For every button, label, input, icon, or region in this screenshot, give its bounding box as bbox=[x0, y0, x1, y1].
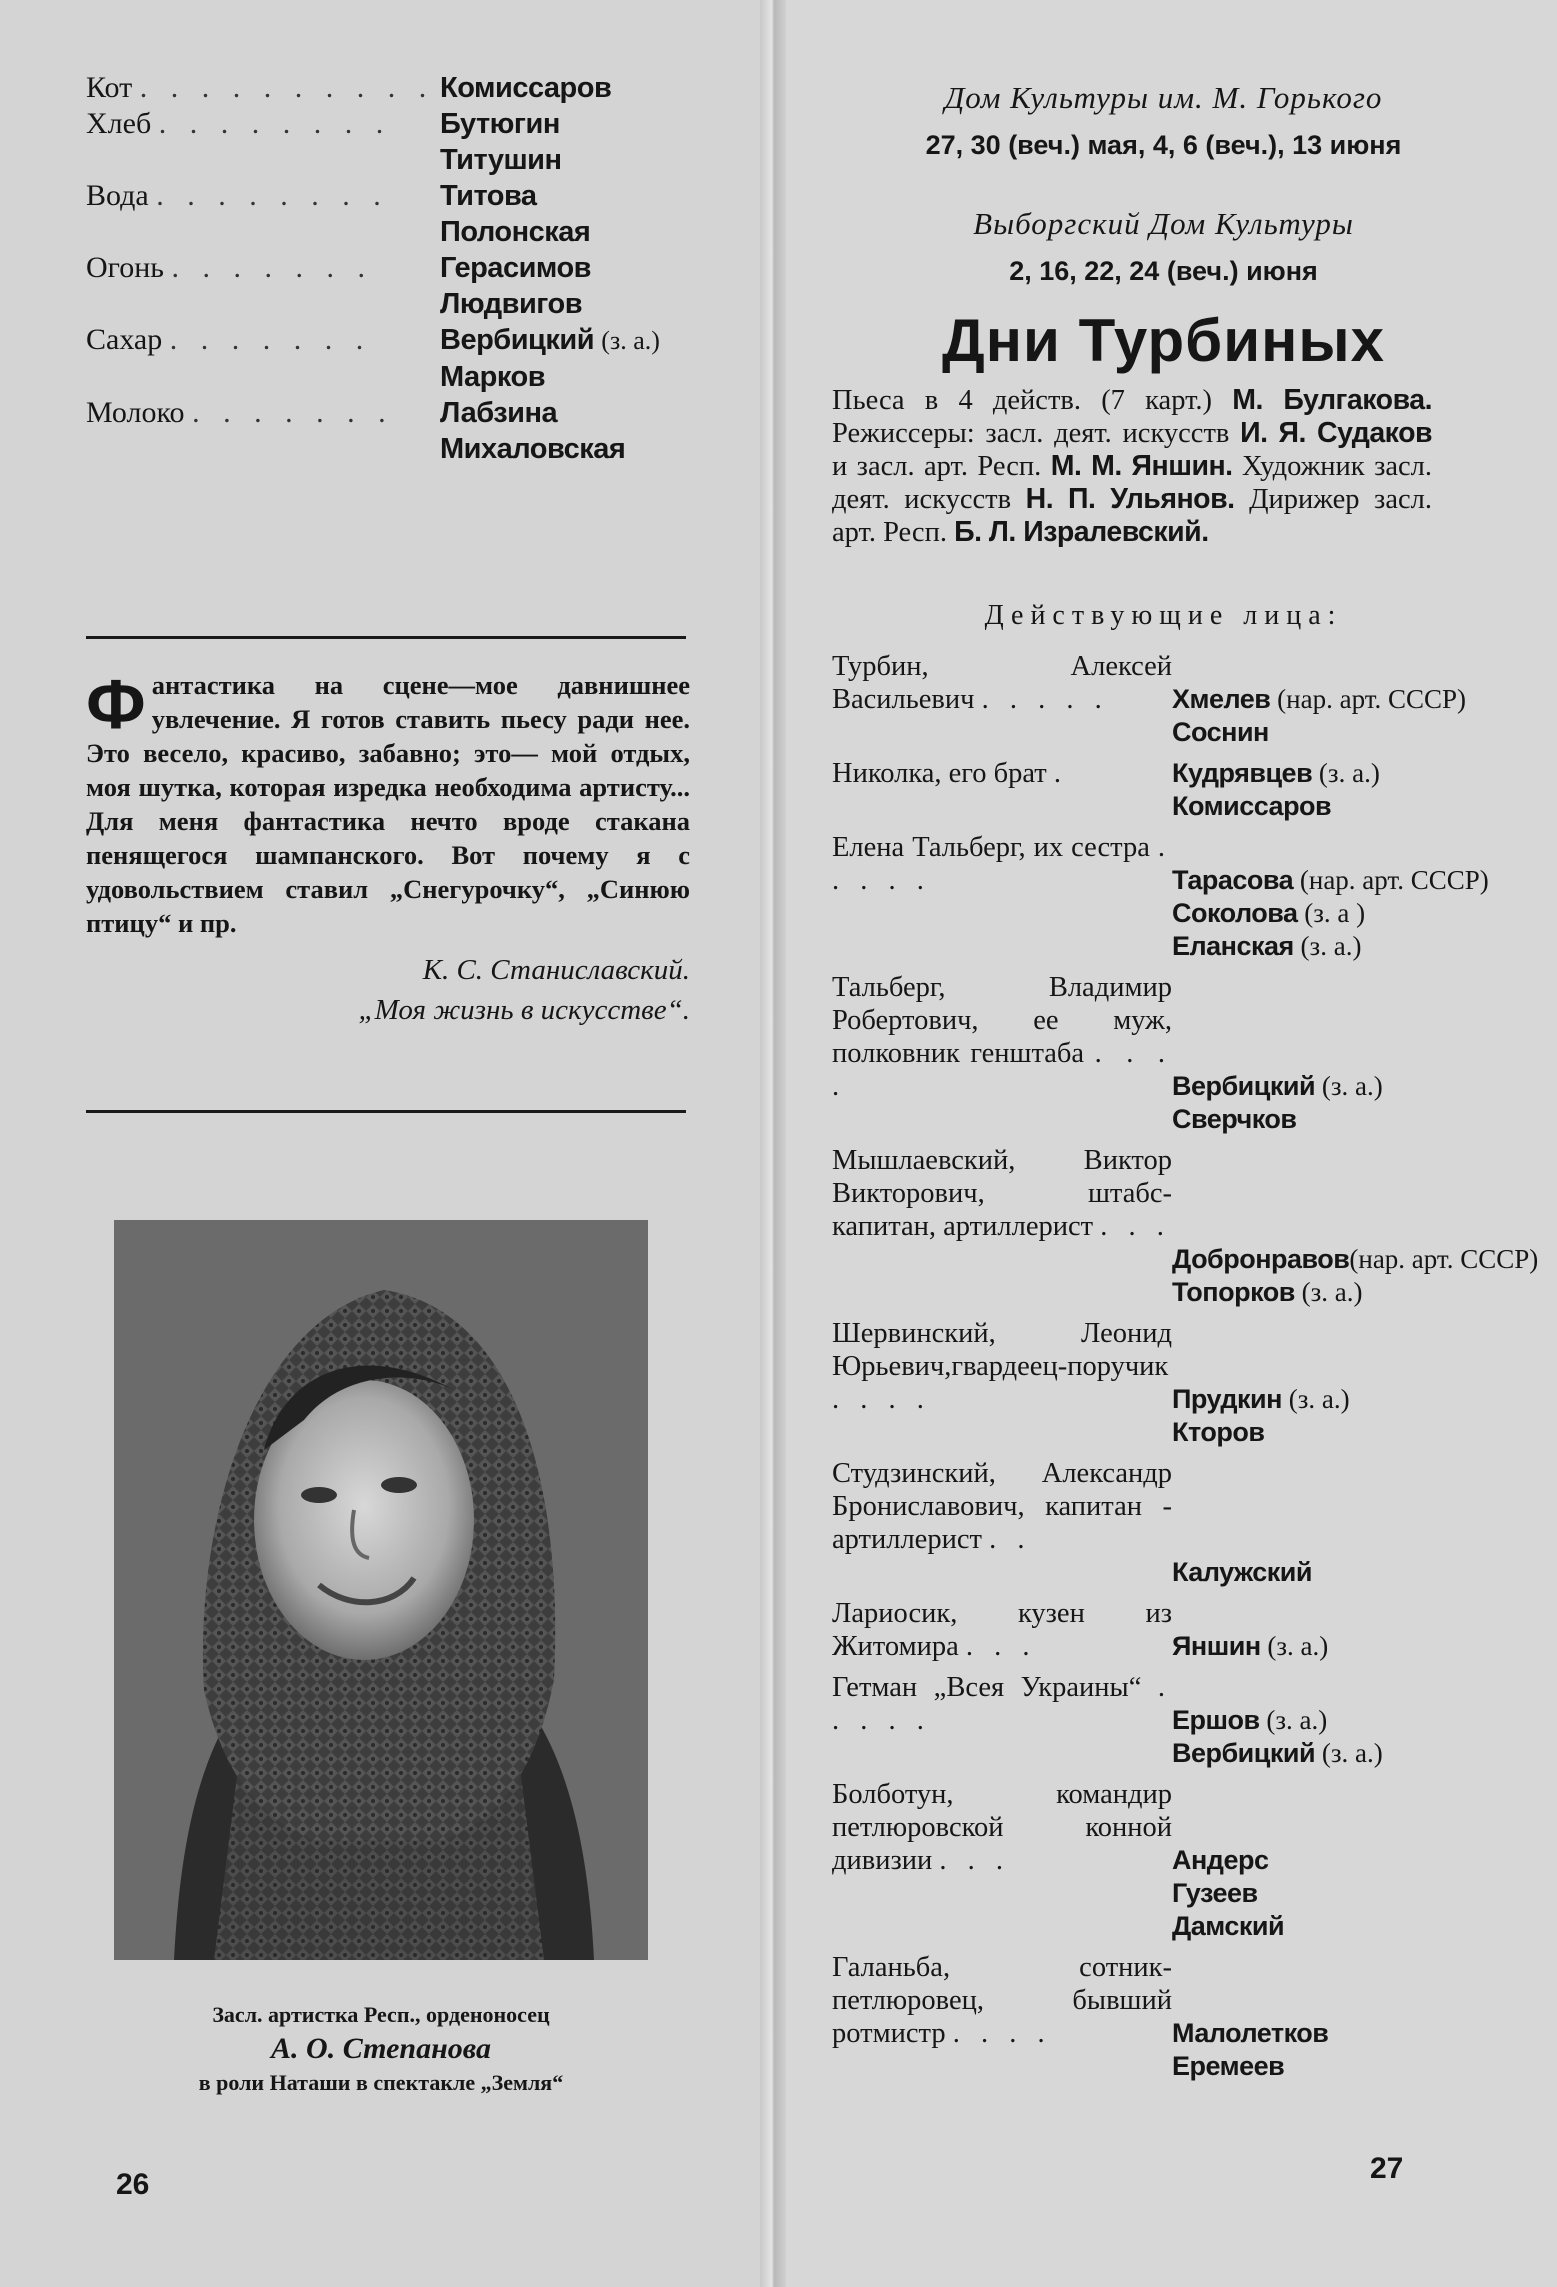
cast-row bbox=[86, 70, 686, 106]
credits-text: Дирижер засл. арт. Респ. bbox=[832, 484, 1432, 548]
play-credits bbox=[832, 384, 1432, 549]
leader-dots: . . . . . . . bbox=[169, 323, 372, 356]
actor-title: (з. а ) bbox=[1297, 898, 1366, 928]
actor-title: (з. а.) bbox=[1315, 1738, 1383, 1768]
actor-name: Вербицкий bbox=[1172, 1071, 1316, 1101]
actor-name: Вербицкий bbox=[1172, 1738, 1316, 1768]
caption-title: Засл. артистка Респ., орденоносец bbox=[212, 2002, 550, 2027]
credits-author: М. Булгакова. bbox=[1232, 384, 1432, 416]
cast-row bbox=[832, 1144, 1539, 1309]
cast-row bbox=[86, 322, 686, 395]
actor-name: Сверчков bbox=[1172, 1104, 1297, 1134]
play-title: Дни Турбиных bbox=[942, 307, 1385, 374]
role-name: Болботун, командир петлюровской конной дивизии bbox=[832, 1779, 1172, 1876]
role-name: Гетман „Всея Украины“ bbox=[832, 1672, 1142, 1703]
role-name: Шервинский, Леонид Юрьевич,гвардеец-поручик bbox=[832, 1318, 1172, 1382]
role-name: Тальберг, Владимир Робертович, ее муж, полковник генштаба bbox=[832, 972, 1172, 1069]
leader-dots: . . . . bbox=[832, 1038, 1173, 1102]
actor-name: Тарасова bbox=[1172, 865, 1294, 895]
cast-row bbox=[832, 1778, 1442, 1943]
actor-name: Титова bbox=[440, 180, 537, 212]
stanislavsky-quote bbox=[86, 665, 690, 1030]
actor-name: Комиссаров bbox=[1172, 791, 1332, 821]
actor-name: Михаловская bbox=[440, 433, 626, 465]
leader-dots: . . . . . bbox=[832, 1672, 1172, 1736]
cast-row bbox=[86, 106, 686, 178]
actor-title: (з. а.) bbox=[1294, 1277, 1363, 1307]
actor-name: Кудрявцев bbox=[1172, 758, 1313, 788]
divider-rule bbox=[86, 1110, 686, 1113]
actor-title: (з. а.) bbox=[1281, 1384, 1350, 1414]
caption-role: в роли Наташи в спектакле „Земля“ bbox=[198, 2070, 564, 2095]
actor-title: (нар. арт. СССР) bbox=[1293, 865, 1489, 895]
cast-row bbox=[86, 178, 686, 250]
actor-title: (з. а.) bbox=[1293, 931, 1362, 961]
portrait-illustration bbox=[114, 1220, 648, 1960]
credits-text: Художник засл. деят. искусств bbox=[832, 451, 1432, 515]
actor-title: (з. а.) bbox=[1260, 1631, 1329, 1661]
actor-name: Комиссаров bbox=[440, 72, 612, 104]
credits-artist: Н. П. Ульянов. bbox=[1025, 483, 1235, 515]
caption-actress-name: А. О. Степанова bbox=[271, 2032, 491, 2065]
leader-dots: . . . . . bbox=[832, 832, 1173, 896]
cast-row bbox=[86, 395, 686, 467]
venue-name: Дом Культуры им. М. Горького bbox=[944, 80, 1383, 115]
leader-dots: . . . . . . . bbox=[171, 251, 373, 284]
leader-dots: . . . . bbox=[832, 1384, 931, 1415]
quote-text: антастика на сцене—мое давнишнее увлечение. Я готов ставить пьесу ради нее. Это весело, красиво, забавно; это— мой отдых, моя шутка, которая изредка необходима артисту... Для меня фантастика нечто вроде стакана пенящегося шампанского. Вот почему я с удовольствием ставил „Снегурочку“, „Синюю птицу“ и пр. bbox=[86, 670, 690, 938]
drop-cap: Ф bbox=[86, 665, 146, 743]
role-name: Молоко bbox=[86, 396, 185, 429]
role-name: Хлеб bbox=[86, 107, 152, 140]
actor-title: (з. а.) bbox=[601, 326, 660, 355]
actor-name: Марков bbox=[440, 361, 546, 393]
actor-name: Дамский bbox=[1172, 1911, 1285, 1941]
leader-dots: . bbox=[1053, 758, 1069, 789]
leader-dots: . . . . bbox=[952, 2018, 1052, 2049]
credits-director: И. Я. Судаков bbox=[1240, 417, 1432, 449]
venue-block-1 bbox=[770, 80, 1557, 161]
leader-dots: . . . . . . . . bbox=[156, 179, 389, 212]
cast-row bbox=[86, 250, 686, 322]
actor-title: (нар. арт. СССР) bbox=[1270, 684, 1467, 714]
leader-dots: . . . . . . . . bbox=[158, 107, 392, 140]
cast-row bbox=[832, 1457, 1442, 1589]
role-name: Огонь bbox=[86, 251, 164, 284]
actor-name: Добронравов bbox=[1172, 1244, 1350, 1274]
role-name: Кот bbox=[86, 71, 133, 104]
actor-name: Ершов bbox=[1172, 1705, 1260, 1735]
leader-dots: . . . bbox=[939, 1845, 1010, 1876]
leader-dots: . . . bbox=[1100, 1211, 1171, 1242]
credits-text: и засл. арт. Респ. bbox=[832, 451, 1051, 482]
cast-row bbox=[832, 650, 1467, 749]
photo-caption bbox=[114, 2000, 648, 2098]
divider-rule bbox=[86, 636, 686, 639]
venue-dates: 2, 16, 22, 24 (веч.) июня bbox=[1009, 256, 1318, 286]
actor-name: Титушин bbox=[440, 144, 562, 176]
actor-name: Людвигов bbox=[440, 288, 583, 320]
cast-heading: Действующие лица: bbox=[984, 600, 1343, 631]
actor-title: (нар. арт. СССР) bbox=[1349, 1244, 1539, 1274]
leader-dots: . . . . . . . . . . bbox=[139, 71, 435, 104]
cast-row bbox=[832, 831, 1489, 963]
cast-row bbox=[832, 1597, 1442, 1663]
actor-name: Герасимов bbox=[440, 252, 592, 284]
role-name: Студзинский, Александр Брониславович, капитан - артиллерист bbox=[832, 1458, 1172, 1555]
actor-name: Хмелев bbox=[1172, 684, 1271, 714]
cast-row bbox=[832, 971, 1442, 1136]
actor-name: Яншин bbox=[1172, 1631, 1261, 1661]
role-name: Мышлаевский, Виктор Викторович, штабс-капитан, артиллерист bbox=[832, 1145, 1172, 1242]
role-name: Вода bbox=[86, 179, 149, 212]
quote-source: „Моя жизнь в искусстве“. bbox=[358, 994, 690, 1026]
leader-dots: . . . . . bbox=[981, 684, 1109, 715]
quote-author: К. С. Станиславский. bbox=[422, 954, 690, 986]
page-number-left: 26 bbox=[116, 2168, 150, 2201]
actor-title: (з. а.) bbox=[1312, 758, 1380, 788]
venue-block-2 bbox=[770, 206, 1557, 287]
cast-row bbox=[832, 1671, 1442, 1770]
venue-dates: 27, 30 (веч.) мая, 4, 6 (веч.), 13 июня bbox=[925, 130, 1402, 160]
leader-dots: . . bbox=[989, 1524, 1032, 1555]
cast-row bbox=[832, 757, 1442, 823]
leader-dots: . . . . . . . bbox=[192, 396, 394, 429]
actor-name: Гузеев bbox=[1172, 1878, 1258, 1908]
cast-row bbox=[832, 1951, 1442, 2083]
actor-name: Андерс bbox=[1172, 1845, 1269, 1875]
actor-name: Калужский bbox=[1172, 1557, 1312, 1587]
actor-name: Прудкин bbox=[1172, 1384, 1282, 1414]
role-name: Николка, его брат bbox=[832, 758, 1047, 789]
actor-title: (з. а.) bbox=[1259, 1705, 1328, 1735]
cast-row bbox=[832, 1317, 1442, 1449]
role-name: Елена Тальберг, их сестра bbox=[832, 832, 1150, 863]
credits-director: М. М. Яншин. bbox=[1050, 450, 1233, 482]
role-name: Лариосик, кузен из Житомира bbox=[832, 1598, 1172, 1662]
actor-name: Бутюгин bbox=[440, 108, 560, 140]
actor-name: Соснин bbox=[1172, 717, 1269, 747]
actress-photo bbox=[114, 1220, 648, 1960]
actor-name: Еланская bbox=[1172, 931, 1294, 961]
credits-text: Режиссеры: засл. деят. искусств bbox=[832, 418, 1241, 449]
actor-name: Соколова bbox=[1172, 898, 1298, 928]
actor-title: (з. а.) bbox=[1315, 1071, 1383, 1101]
venue-name: Выборгский Дом Культуры bbox=[973, 206, 1354, 241]
credits-text: Пьеса в 4 действ. (7 карт.) bbox=[832, 385, 1233, 416]
actor-name: Вербицкий bbox=[440, 324, 595, 356]
page-number-right: 27 bbox=[1370, 2152, 1404, 2185]
actor-name: Лабзина bbox=[440, 397, 558, 429]
role-name: Галаньба, сотник-петлюровец, бывший ротмистр bbox=[832, 1952, 1172, 2049]
right-cast-list bbox=[832, 650, 1539, 2091]
actor-name: Кторов bbox=[1172, 1417, 1265, 1447]
actor-name: Топорков bbox=[1172, 1277, 1295, 1307]
actor-name: Еремеев bbox=[1172, 2051, 1285, 2081]
actor-name: Полонская bbox=[440, 216, 591, 248]
left-cast-list bbox=[86, 70, 686, 467]
actor-name: Малолетков bbox=[1172, 2018, 1329, 2048]
role-name: Сахар bbox=[86, 323, 163, 356]
leader-dots: . . . bbox=[965, 1631, 1037, 1662]
credits-conductor: Б. Л. Изралевский. bbox=[954, 516, 1209, 548]
role-name: Турбин, Алексей Васильевич bbox=[832, 651, 1172, 715]
